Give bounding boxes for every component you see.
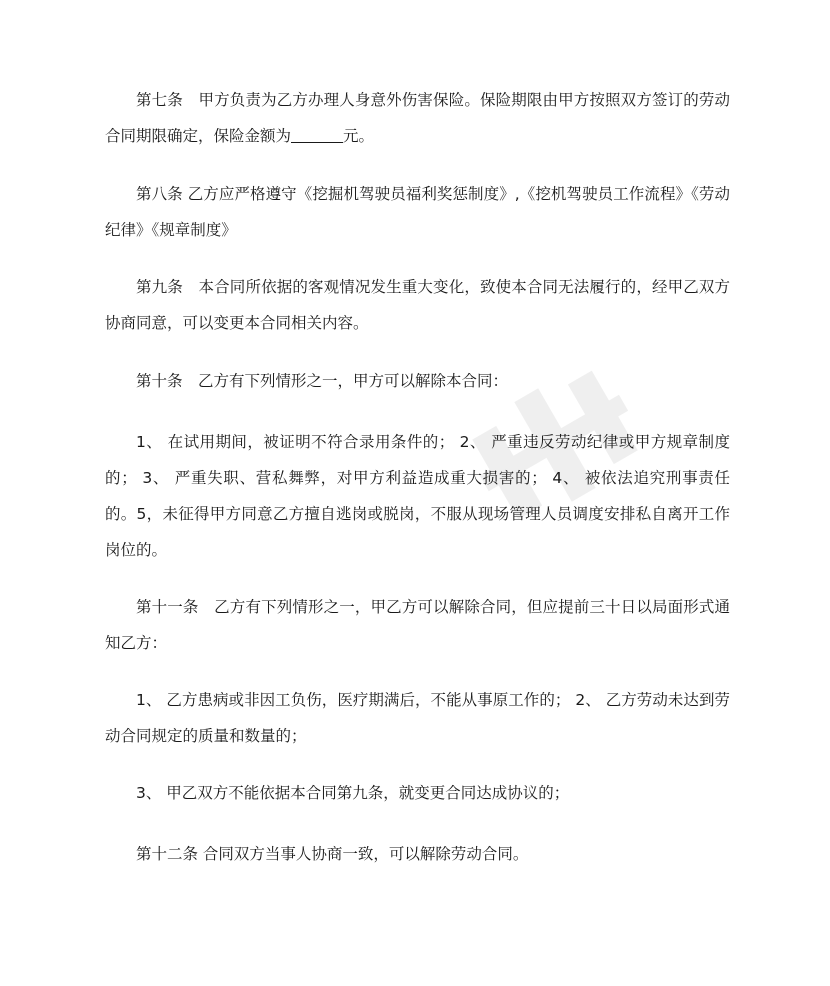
insurance-amount-blank xyxy=(291,126,343,143)
article-8: 第八条 乙方应严格遵守《挖掘机驾驶员福利奖惩制度》,《挖机驾驶员工作流程》《劳动纪律》《规章制度》 xyxy=(105,185,730,239)
article-11: 第十一条 乙方有下列情形之一，甲乙方可以解除合同，但应提前三十日以局面形式通知乙方： xyxy=(105,598,730,652)
article-10-items: 1、 在试用期间，被证明不符合录用条件的； 2、 严重违反劳动纪律或甲方规章制度的； 3、 严重失职、营私舞弊，对甲方利益造成重大损害的； 4、 被依法追究刑事责任的。5，未征得甲方同意乙方擅自逃岗或脱岗，不服从现场管理人员调度安排私自离开工作岗位的。 xyxy=(105,433,730,559)
article-7 xyxy=(105,82,730,154)
article-7-suffix: 元。 xyxy=(343,127,375,145)
article-7-text: 第七条 甲方负责为乙方办理人身意外伤害保险。保险期限由甲方按照双方签订的劳动合同期限确定，保险金额为 xyxy=(105,91,730,145)
article-11-item-3: 3、 甲乙双方不能依据本合同第九条，就变更合同达成协议的； xyxy=(136,784,570,802)
article-10: 第十条 乙方有下列情形之一，甲方可以解除本合同： xyxy=(136,372,509,390)
article-12: 第十二条 合同双方当事人协商一致，可以解除劳动合同。 xyxy=(136,845,529,863)
article-9: 第九条 本合同所依据的客观情况发生重大变化，致使本合同无法履行的，经甲乙双方协商同意，可以变更本合同相关内容。 xyxy=(105,278,730,332)
article-11-items-1-2: 1、 乙方患病或非因工负伤，医疗期满后，不能从事原工作的； 2、 乙方劳动未达到劳动合同规定的质量和数量的； xyxy=(105,691,730,745)
